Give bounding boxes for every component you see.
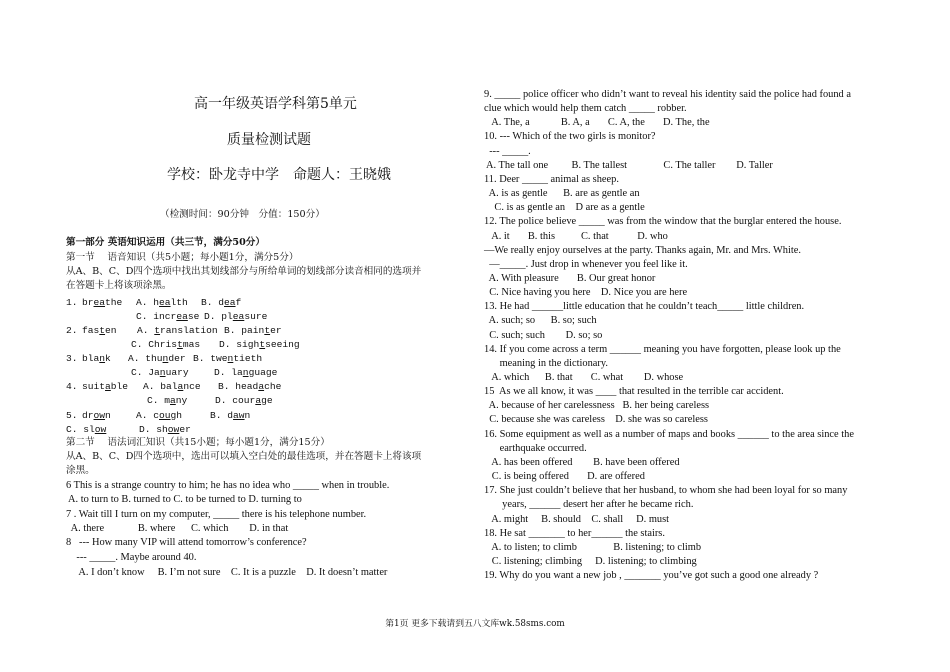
phonetic-stem-word: fasten: [82, 325, 117, 336]
question-line: A. The tall one B. The tallest C. The taller D. Taller: [484, 159, 773, 171]
question-line: C. Nice having you here D. Nice you are here: [484, 287, 688, 299]
sec1-instructions-cont: 在答题卡上将该项涂黑。: [66, 280, 172, 291]
question-line: 17. She just couldn’t believe that her husband, to whom she had been loyal for so many: [484, 485, 848, 497]
question-line: C. is as gentle an D are as a gentle: [484, 202, 645, 214]
phonetic-option-b: B. headache: [218, 381, 282, 392]
phonetic-option-b: B. painter: [224, 325, 282, 336]
question-line: A. I don’t know B. I’m not sure C. It is a puzzle D. It doesn’t matter: [66, 567, 388, 578]
phonetic-option-a: A. cough: [136, 410, 183, 421]
question-line: C. because she was careless D. she was so careless: [484, 414, 708, 426]
phonetic-stem-word: suitable: [82, 381, 129, 392]
phonetic-option-d: D. pleasure: [204, 311, 268, 322]
question-line: A. it B. this C. that D. who: [484, 230, 668, 242]
underlined-sound: t: [259, 339, 266, 350]
question-line: 10. --- Which of the two girls is monitor?: [484, 131, 656, 143]
question-line: A. such; so B. so; such: [484, 315, 597, 327]
sec2-heading: 第二节 语法词汇知识（共15小题；每小题1分，满分15分）: [66, 437, 330, 448]
phonetic-stem-word: blank: [82, 353, 111, 364]
phonetic-option-c: C. many: [147, 395, 188, 406]
author-line: 学校：卧龙寺中学 命题人：王晓娥: [167, 167, 391, 183]
underlined-sound: aw: [233, 410, 245, 421]
phonetic-option-b: B. dawn: [210, 410, 251, 421]
question-line: A. which B. that C. what D. whose: [484, 372, 684, 383]
underlined-sound: a: [258, 381, 265, 392]
question-line: —_____. Just drop in whenever you feel like it.: [484, 258, 688, 270]
underlined-sound: a: [105, 381, 111, 392]
underlined-sound: ow: [167, 424, 180, 435]
phonetic-stem-word: breathe: [82, 297, 123, 308]
phonetic-option-a: A. translation: [137, 325, 218, 336]
underlined-sound: t: [264, 325, 271, 336]
underlined-sound: ou: [159, 410, 171, 421]
question-number: 3.: [66, 353, 78, 364]
sec2-instructions: 从A、B、C、D四个选项中，选出可以填入空白处的最佳选项，并在答题卡上将该项: [66, 451, 422, 462]
underlined-sound: n: [99, 353, 106, 364]
underlined-sound: n: [162, 353, 169, 364]
question-line: --- _____.: [484, 145, 531, 157]
question-line: 12. The police believe _____ was from the window that the burglar entered the house.: [484, 216, 842, 228]
question-line: 13. He had ______little education that he couldn’t teach_____ little children.: [484, 301, 805, 313]
question-line: A. is as gentle B. are as gentle an: [484, 188, 640, 200]
phonetic-option-d: D. sightseeing: [219, 339, 300, 350]
question-number: 4.: [66, 381, 78, 392]
question-line: 19. Why do you want a new job , _______ you’ve got such a good one already ?: [484, 570, 819, 582]
underlined-sound: ea: [159, 297, 171, 308]
phonetic-option-c: C. Christmas: [131, 339, 201, 350]
underlined-sound: n: [242, 367, 249, 378]
page-subtitle: 质量检测试题: [227, 132, 311, 148]
phonetic-option-d: D. shower: [139, 424, 191, 435]
underlined-sound: t: [154, 325, 161, 336]
question-line: 7 . Wait till I turn on my computer, _____ there is his telephone number.: [66, 509, 367, 520]
sec1-heading: 第一节 语音知识（共5小题；每小题1分，满分5分）: [66, 252, 299, 263]
underlined-sound: ow: [93, 410, 106, 421]
phonetic-option-a: A. balance: [143, 381, 201, 392]
question-line: A. to turn to B. turned to C. to be turned to D. turning to: [66, 494, 302, 505]
question-line: 14. If you come across a term ______ meaning you have forgotten, please look up the: [484, 343, 841, 355]
phonetic-option-a: A. thunder: [128, 353, 186, 364]
phonetic-option-d: D. courage: [215, 395, 273, 406]
underlined-sound: a: [177, 381, 184, 392]
phonetic-option-b: B. deaf: [201, 297, 242, 308]
page-footer: 第1页 更多下载请到五八文库wk.58sms.com: [385, 619, 565, 629]
part1-heading: 第一部分 英语知识运用（共三节，满分50分）: [66, 237, 265, 248]
question-line: A. might B. should C. shall D. must: [484, 513, 670, 525]
question-line: 6 This is a strange country to him; he has no idea who _____ when in trouble.: [66, 480, 390, 491]
underlined-sound: t: [177, 339, 183, 350]
question-line: 16. Some equipment as well as a number of maps and books ______ to the area since the: [484, 428, 854, 440]
question-number: 5.: [66, 410, 78, 421]
question-line: C. listening; climbing D. listening; to climbing: [484, 555, 697, 567]
underlined-sound: ea: [176, 311, 188, 322]
question-line: --- _____. Maybe around 40.: [66, 552, 197, 563]
sec1-instructions: 从A、B、C、D四个选项中找出其划线部分与所给单词的划线部分读音相同的选项并: [66, 266, 422, 277]
phonetic-stem-word: drown: [82, 410, 111, 421]
underlined-sound: ea: [232, 311, 245, 322]
underlined-sound: n: [227, 353, 234, 364]
question-line: A. because of her carelessness B. her being careless: [484, 400, 710, 412]
question-line: 15 As we all know, it was ____ that resulted in the terrible car accident.: [484, 386, 784, 398]
question-line: A. to listen; to climb B. listening; to climb: [484, 541, 702, 553]
underlined-sound: a: [170, 395, 176, 406]
page-title: 高一年级英语学科第5单元: [194, 96, 357, 112]
phonetic-option-c: C. slow: [66, 424, 107, 435]
phonetic-option-b: B. twentieth: [193, 353, 263, 364]
question-line: 9. _____ police officer who didn’t want to reveal his identity said the police had found a: [484, 89, 851, 100]
question-line: C. such; such D. so; so: [484, 329, 603, 341]
phonetic-option-c: C. increase: [136, 311, 200, 322]
question-line: 11. Deer _____ animal as sheep.: [484, 173, 619, 185]
question-line: A. has been offered B. have been offered: [484, 456, 680, 468]
question-line: C. is being offered D. are offered: [484, 471, 645, 483]
question-line: 8 --- How many VIP will attend tomorrow’s conference?: [66, 537, 307, 548]
underlined-sound: ea: [93, 297, 106, 308]
question-line: A. With pleasure B. Our great honor: [484, 272, 656, 284]
question-line: years, ______ desert her after he became rich.: [484, 499, 694, 511]
question-line: A. The, a B. A, a C. A, the D. The, the: [484, 117, 710, 129]
question-line: —We really enjoy ourselves at the party. Thanks again, Mr. and Mrs. White.: [484, 244, 801, 256]
phonetic-option-a: A. health: [136, 297, 188, 308]
question-line: earthquake occurred.: [484, 442, 587, 454]
underlined-sound: ow: [94, 424, 107, 435]
question-line: meaning in the dictionary.: [484, 357, 608, 369]
question-line: clue which would help them catch _____ robber.: [484, 103, 687, 115]
exam-info: （检测时间：90分钟 分值：150分）: [160, 209, 325, 220]
underlined-sound: t: [99, 325, 106, 336]
phonetic-option-d: D. language: [214, 367, 278, 378]
question-number: 1.: [66, 297, 78, 308]
underlined-sound: a: [255, 395, 262, 406]
question-line: 18. He sat _______ to her______ the stairs.: [484, 527, 665, 539]
question-line: A. there B. where C. which D. in that: [66, 523, 289, 534]
question-number: 2.: [66, 325, 78, 336]
sec2-instructions-cont: 涂黑。: [66, 465, 95, 476]
underlined-sound: ea: [224, 297, 236, 308]
underlined-sound: n: [159, 367, 166, 378]
phonetic-option-c: C. January: [131, 367, 189, 378]
